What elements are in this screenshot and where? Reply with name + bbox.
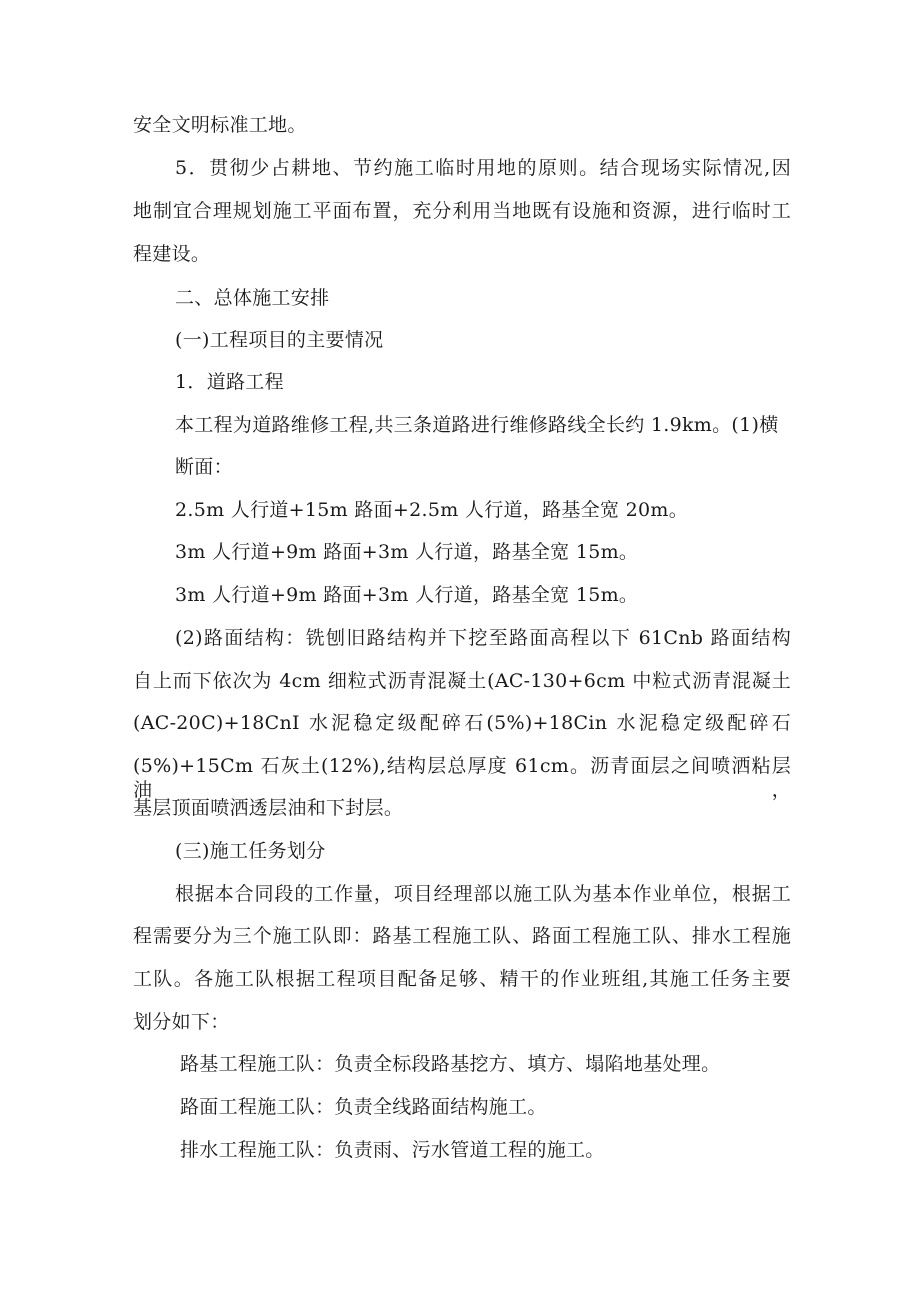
section-heading: 二、总体施工安排 <box>175 287 330 309</box>
text-line: 3m 人行道+9m 路面+3m 人行道，路基全宽 15m。 <box>175 541 639 563</box>
subsection-heading: (一)工程项目的主要情况 <box>175 329 384 351</box>
text-line: 2.5m 人行道+15m 路面+2.5m 人行道，路基全宽 20m。 <box>175 499 689 521</box>
text-line: 排水工程施工队：负责雨、污水管道工程的施工。 <box>180 1139 605 1161</box>
text-line: 程建设。 <box>133 243 211 265</box>
text-line: 路基工程施工队：负责全标段路基挖方、填方、塌陷地基处理。 <box>180 1053 721 1075</box>
item-heading: 1．道路工程 <box>175 371 284 393</box>
text-line: 5．贯彻少占耕地、节约施工临时用地的原则。结合现场实际情况,因 <box>175 157 791 179</box>
text-line: 安全文明标准工地。 <box>133 114 307 136</box>
text-line: 路面工程施工队：负责全线路面结构施工。 <box>180 1096 547 1118</box>
text-line: 划分如下： <box>133 1011 230 1033</box>
text-line: 地制宜合理规划施工平面布置，充分利用当地既有设施和资源，进行临时工 <box>133 200 791 222</box>
text-line: 基层顶面喷洒透层油和下封层。 <box>133 797 404 819</box>
text-line: 断面： <box>175 456 233 478</box>
text-line: (5%)+15Cm 石灰土(12%),结构层总厚度 61cm。沥青面层之间喷洒粘层油， <box>133 755 791 801</box>
text-line: 3m 人行道+9m 路面+3m 人行道，路基全宽 15m。 <box>175 584 639 606</box>
text-line: (2)路面结构：铣刨旧路结构并下挖至路面高程以下 61Cnb 路面结构 <box>175 627 791 649</box>
text-line: 工队。各施工队根据工程项目配备足够、精干的作业班组,其施工任务主要 <box>133 968 791 990</box>
text-line: (AC-20C)+18CnI 水泥稳定级配碎石(5%)+18Cin 水泥稳定级配碎石 <box>133 712 791 734</box>
text-line: 根据本合同段的工作量，项目经理部以施工队为基本作业单位，根据工 <box>175 883 791 905</box>
subsection-heading: (三)施工任务划分 <box>175 840 326 862</box>
text-line: 本工程为道路维修工程,共三条道路进行维修路线全长约 1.9km。(1)横 <box>175 414 779 436</box>
text-line: 自上而下依次为 4cm 细粒式沥青混凝土(AC-130+6cm 中粒式沥青混凝土 <box>133 670 791 692</box>
text-line: 程需要分为三个施工队即：路基工程施工队、路面工程施工队、排水工程施 <box>133 925 791 947</box>
